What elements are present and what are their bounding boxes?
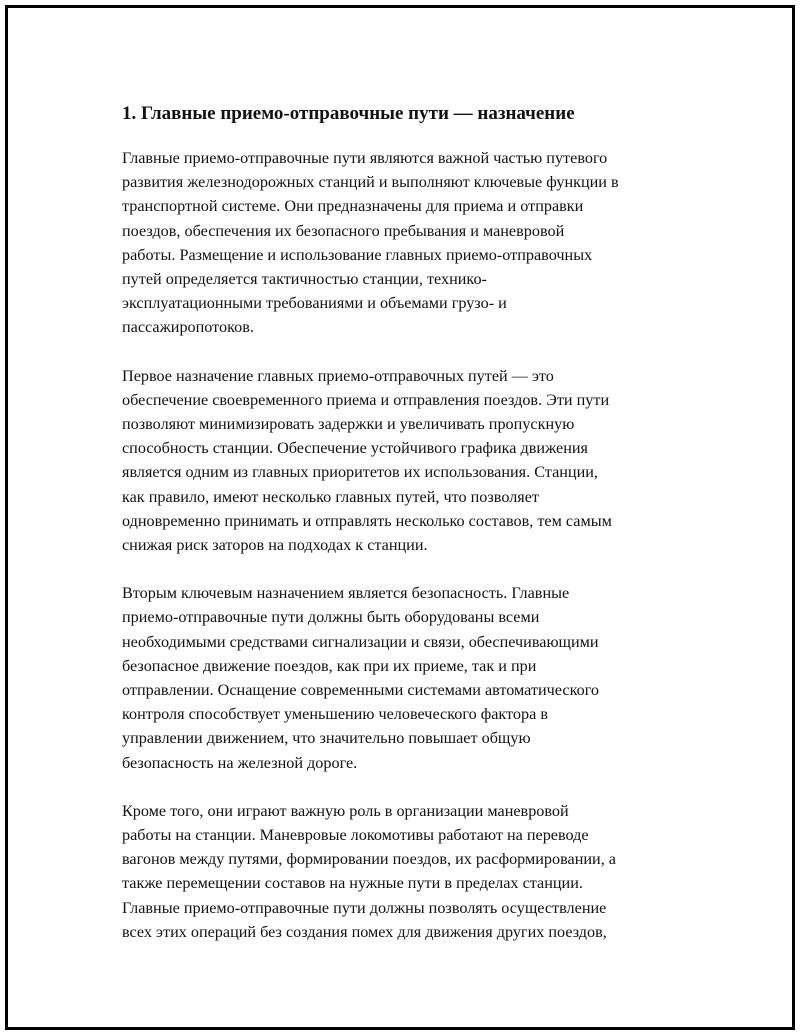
text-line: отправлении. Оснащение современными системами автоматического (122, 681, 600, 700)
text-line: обеспечение своевременного приема и отправления поездов. Эти пути (122, 390, 610, 409)
text-line: всех этих операций без создания помех для движения других поездов, (122, 922, 607, 941)
text-line: Первое назначение главных приемо-отправочных путей — это (122, 366, 554, 385)
text-line: необходимыми средствами сигнализации и связи, обеспечивающими (122, 632, 599, 651)
paragraph-2 (122, 364, 702, 558)
paragraph-3 (122, 581, 702, 775)
paragraph-1 (122, 146, 702, 340)
text-line: Главные приемо-отправочные пути должны позволять осуществление (122, 898, 607, 917)
text-line: безопасность на железной дороге. (122, 753, 358, 772)
text-line: одновременно принимать и отправлять несколько составов, тем самым (122, 511, 612, 530)
text-line: поездов, обеспечения их безопасного пребывания и маневровой (122, 221, 565, 240)
text-line: Вторым ключевым назначением является безопасность. Главные (122, 584, 570, 603)
text-line: безопасное движение поездов, как при их приеме, так и при (122, 656, 537, 675)
text-line: как правило, имеют несколько главных путей, что позволяет (122, 487, 539, 506)
text-line: является одним из главных приоритетов их использования. Станции, (122, 463, 598, 482)
section-heading: 1. Главные приемо-отправочные пути — назначение (122, 103, 575, 124)
text-line: способность станции. Обеспечение устойчивого графика движения (122, 439, 588, 458)
page-frame (5, 5, 795, 1030)
text-line: транспортной системе. Они предназначены для приема и отправки (122, 197, 584, 216)
text-line: эксплуатационными требованиями и объемами грузо- и (122, 294, 507, 313)
text-line: работы. Размещение и использование главных приемо-отправочных (122, 245, 593, 264)
text-line: Кроме того, они играют важную роль в организации маневровой (122, 801, 569, 820)
text-line: управлении движением, что значительно повышает общую (122, 729, 531, 748)
text-line: развития железнодорожных станций и выполняют ключевые функции в (122, 173, 619, 192)
text-line: контроля способствует уменьшению человеческого фактора в (122, 705, 548, 724)
text-line: снижая риск заторов на подходах к станции. (122, 536, 428, 555)
text-line: вагонов между путями, формировании поездов, их расформировании, а (122, 850, 616, 869)
text-line: пассажиропотоков. (122, 318, 254, 337)
text-line: работы на станции. Маневровые локомотивы работают на переводе (122, 826, 589, 845)
text-line: путей определяется тактичностью станции, технико- (122, 270, 487, 289)
text-line: также перемещении составов на нужные пути в пределах станции. (122, 874, 583, 893)
text-line: позволяют минимизировать задержки и увеличивать пропускную (122, 415, 575, 434)
paragraph-4 (122, 799, 702, 944)
document-body (122, 100, 702, 968)
text-line: Главные приемо-отправочные пути являются важной частью путевого (122, 149, 608, 167)
text-line: приемо-отправочные пути должны быть оборудованы всеми (122, 608, 540, 627)
